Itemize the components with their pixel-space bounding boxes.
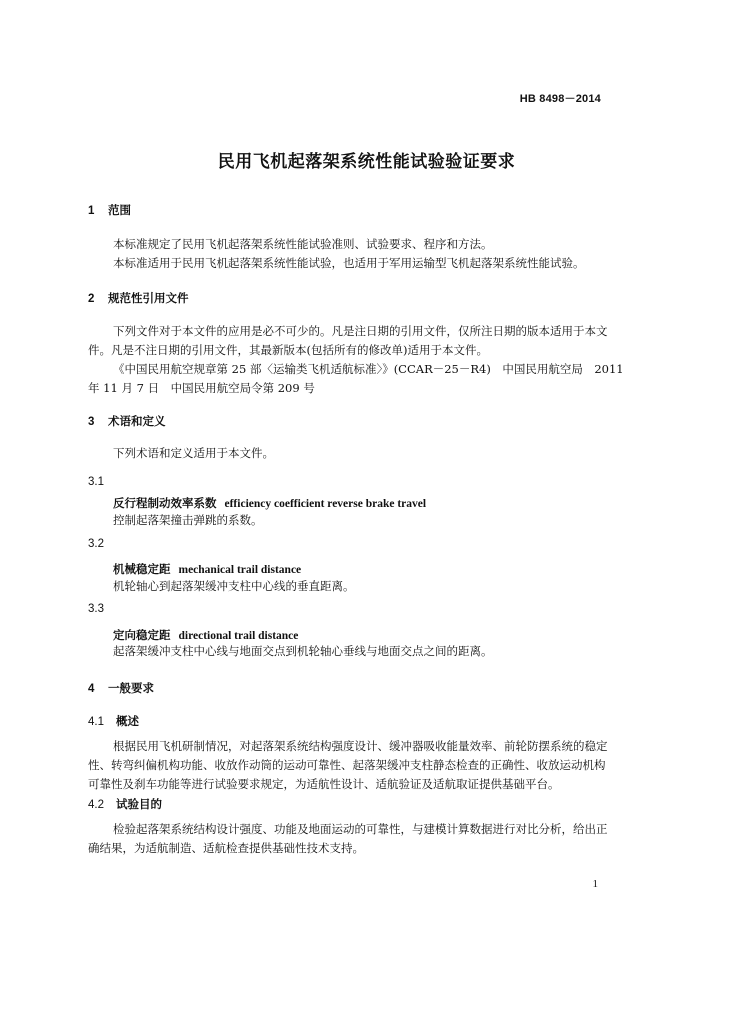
text-line: 下列术语和定义适用于本文件。 — [113, 446, 274, 460]
subsection-4-2-heading — [88, 796, 162, 812]
text-line: 控制起落架撞击弹跳的系数。 — [113, 513, 263, 527]
text-line: 机轮轴心到起落架缓冲支柱中心线的垂直距离。 — [113, 579, 355, 593]
section-number: 1 — [88, 205, 95, 217]
term-english: efficiency coefficient reverse brake travel — [224, 498, 427, 510]
section-2-heading — [88, 290, 189, 306]
text-line: 本标准适用于民用飞机起落架系统性能试验，也适用于军用运输型飞机起落架系统性能试验。 — [113, 256, 585, 270]
paragraph — [88, 820, 633, 858]
term-chinese: 机械稳定距 — [113, 562, 171, 576]
section-1-heading — [88, 202, 131, 218]
term-definition — [113, 577, 633, 596]
subsection-number: 4.2 — [88, 799, 104, 811]
document-title: 民用飞机起落架系统性能试验验证要求 — [217, 152, 516, 172]
text-line: 《中国民用航空规章第 25 部〈运输类飞机适航标准〉》(CCAR－25－R4) 中国民用航空局 2011 — [113, 362, 624, 376]
section-number: 4 — [88, 683, 95, 695]
text-line: 检验起落架系统结构设计强度、功能及地面运动的可靠性，与建模计算数据进行对比分析，给出正 — [113, 822, 608, 836]
term-chinese: 定向稳定距 — [113, 628, 171, 642]
section-title: 一般要求 — [108, 681, 154, 695]
section-number: 3 — [88, 416, 95, 428]
text-line: 可靠性及刹车功能等进行试验要求规定，为适航性设计、适航验证及适航取证提供基础平台。 — [88, 777, 560, 791]
paragraph — [88, 322, 633, 398]
page-number: 1 — [592, 878, 598, 890]
section-title: 规范性引用文件 — [108, 291, 189, 305]
term-number: 3.3 — [88, 603, 104, 615]
term-number: 3.2 — [88, 538, 104, 550]
section-title: 术语和定义 — [108, 414, 166, 428]
subsection-number: 4.1 — [88, 716, 104, 728]
section-number: 2 — [88, 293, 95, 305]
term-heading — [113, 561, 301, 577]
text-line: 年 11 月 7 日 中国民用航空局令第 209 号 — [88, 381, 315, 395]
term-heading — [113, 627, 298, 643]
text-line: 性、转弯纠偏机构功能、收放作动筒的运动可靠性、起落架缓冲支柱静态检查的正确性、收放运动机构 — [88, 758, 606, 772]
section-title: 范围 — [108, 203, 131, 217]
paragraph — [88, 737, 633, 794]
text-line: 根据民用飞机研制情况，对起落架系统结构强度设计、缓冲器吸收能量效率、前轮防摆系统的稳定 — [113, 739, 608, 753]
text-line: 确结果，为适航制造、适航检查提供基础性技术支持。 — [88, 841, 364, 855]
text-line: 下列文件对于本文件的应用是必不可少的。凡是注日期的引用文件，仅所注日期的版本适用于本文 — [113, 324, 608, 338]
paragraph — [113, 235, 633, 273]
section-4-heading — [88, 680, 154, 696]
text-line: 本标准规定了民用飞机起落架系统性能试验准则、试验要求、程序和方法。 — [113, 237, 493, 251]
subsection-title: 概述 — [116, 714, 139, 728]
term-english: directional trail distance — [178, 630, 299, 642]
term-heading — [113, 495, 426, 511]
document-code: HB 8498－2014 — [519, 93, 601, 105]
term-definition — [113, 511, 633, 530]
subsection-title: 试验目的 — [116, 797, 162, 811]
paragraph — [113, 444, 633, 463]
text-line: 件。凡是不注日期的引用文件，其最新版本(包括所有的修改单)适用于本文件。 — [88, 343, 488, 357]
term-definition — [113, 642, 633, 661]
term-chinese: 反行程制动效率系数 — [113, 496, 217, 510]
term-number: 3.1 — [88, 476, 104, 488]
section-3-heading — [88, 413, 166, 429]
term-english: mechanical trail distance — [178, 564, 302, 576]
subsection-4-1-heading — [88, 713, 139, 729]
text-line: 起落架缓冲支柱中心线与地面交点到机轮轴心垂线与地面交点之间的距离。 — [113, 644, 493, 658]
